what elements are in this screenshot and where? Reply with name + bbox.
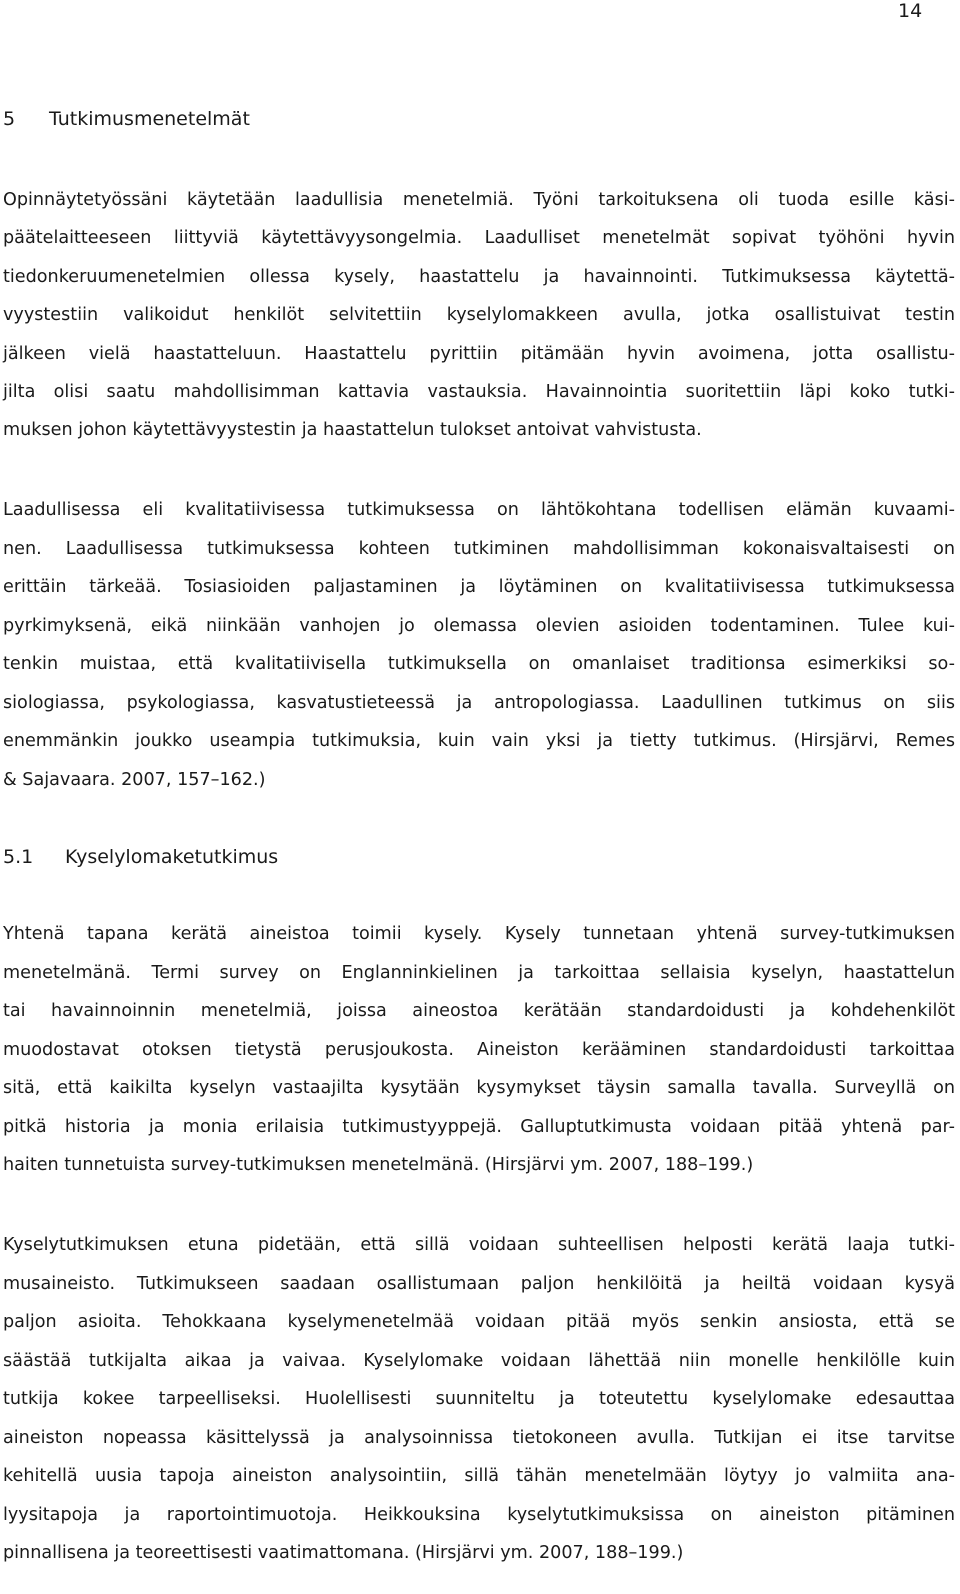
paragraph-line: menetelmänä. Termi survey on Englanninkielinen ja tarkoittaa sellaisia kyselyn, haastattelun: [3, 962, 955, 983]
paragraph: [3, 915, 955, 1185]
paragraph-line: lyysitapoja ja raportointimuotoja. Heikkouksina kyselytutkimuksissa on aineiston pitäminen: [3, 1504, 955, 1525]
paragraph-line: sitä, että kaikilta kyselyn vastaajilta kysytään kysymykset täysin samalla tavalla. Surveyllä on: [3, 1078, 955, 1098]
page-number: 14: [898, 0, 923, 22]
paragraph-line: tenkin muistaa, että kvalitatiivisella tutkimuksella on omanlaiset traditionsa esimerkiksi so-: [3, 654, 955, 674]
paragraph-line: pitkä historia ja monia erilaisia tutkimustyyppejä. Galluptutkimusta voidaan pitää yhtenä par-: [3, 1116, 955, 1137]
paragraph: [3, 491, 955, 799]
paragraph-line: Kyselytutkimuksen etuna pidetään, että sillä voidaan suhteellisen helposti kerätä laaja tutki-: [3, 1235, 955, 1255]
paragraph: [3, 1226, 955, 1573]
paragraph-line: haiten tunnetuista survey-tutkimuksen menetelmänä. (Hirsjärvi ym. 2007, 188–199.): [3, 1155, 754, 1175]
paragraph-line: vyystestiin valikoidut henkilöt selvitettiin kyselylomakkeen avulla, jotka osallistuivat testin: [3, 305, 955, 326]
paragraph-line: enemmänkin joukko useampia tutkimuksia, kuin vain yksi ja tietty tutkimus. (Hirsjärvi, Remes: [3, 731, 955, 751]
paragraph-line: muksen johon käytettävyystestin ja haastattelun tulokset antoivat vahvistusta.: [3, 420, 702, 441]
paragraph-line: pyrkimyksenä, eikä niinkään vanhojen jo olemassa olevien asioiden todentaminen. Tulee kui-: [3, 615, 955, 636]
section-number: 5: [3, 108, 16, 130]
paragraph-line: pinnallisena ja teoreettisesti vaatimattomana. (Hirsjärvi ym. 2007, 188–199.): [3, 1543, 684, 1563]
paragraph-line: nen. Laadullisessa tutkimuksessa kohteen tutkiminen mahdollisimman kokonaisvaltaisesti on: [3, 538, 955, 559]
subsection-heading: [3, 845, 278, 869]
section-heading: [3, 107, 250, 131]
paragraph-line: tai havainnoinnin menetelmiä, joissa aineostoa kerätään standardoidusti ja kohdehenkilöt: [3, 1001, 955, 1021]
subsection-number: 5.1: [3, 846, 34, 868]
paragraph-line: aineiston nopeassa käsittelyssä ja analysoinnissa tietokoneen avulla. Tutkijan ei itse tarvitse: [3, 1427, 955, 1448]
paragraph-line: säästää tutkijalta aikaa ja vaivaa. Kyselylomake voidaan lähettää niin monelle henkilölle kuin: [3, 1350, 955, 1371]
paragraph-line: päätelaitteeseen liittyviä käytettävyysongelmia. Laadulliset menetelmät sopivat työhöni hyvin: [3, 228, 955, 249]
paragraph-line: jilta olisi saatu mahdollisimman kattavia vastauksia. Havainnointia suoritettiin läpi koko tutki-: [3, 382, 955, 403]
paragraph-line: Opinnäytetyössäni käytetään laadullisia menetelmiä. Työni tarkoituksena oli tuoda esille käsi-: [3, 190, 955, 210]
paragraph-line: erittäin tärkeää. Tosiasioiden paljastaminen ja löytäminen on kvalitatiivisessa tutkimuksessa: [3, 577, 955, 597]
paragraph-line: kehitellä uusia tapoja aineiston analysointiin, sillä tähän menetelmään löytyy jo valmiita ana-: [3, 1466, 955, 1486]
paragraph-line: Yhtenä tapana kerätä aineistoa toimii kysely. Kysely tunnetaan yhtenä survey-tutkimuksen: [3, 924, 955, 944]
subsection-title: Kyselylomaketutkimus: [65, 846, 279, 868]
paragraph-line: siologiassa, psykologiassa, kasvatustieteessä ja antropologiassa. Laadullinen tutkimus on siis: [3, 692, 955, 713]
section-title: Tutkimusmenetelmät: [49, 108, 250, 130]
paragraph: [3, 181, 955, 450]
paragraph-line: musaineisto. Tutkimukseen saadaan osallistumaan paljon henkilöitä ja heiltä voidaan kysyä: [3, 1273, 955, 1294]
paragraph-line: & Sajavaara. 2007, 157–162.): [3, 769, 266, 790]
paragraph-line: muodostavat otoksen tietystä perusjoukosta. Aineiston kerääminen standardoidusti tarkoittaa: [3, 1039, 955, 1060]
paragraph-line: tiedonkeruumenetelmien ollessa kysely, haastattelu ja havainnointi. Tutkimuksessa käytettä-: [3, 266, 955, 287]
paragraph-line: Laadullisessa eli kvalitatiivisessa tutkimuksessa on lähtökohtana todellisen elämän kuvaami-: [3, 500, 955, 520]
paragraph-line: paljon asioita. Tehokkaana kyselymenetelmää voidaan pitää myös senkin ansiosta, että se: [3, 1312, 955, 1332]
paragraph-line: tutkija kokee tarpeelliseksi. Huolellisesti suunniteltu ja toteutettu kyselylomake edesauttaa: [3, 1389, 955, 1409]
paragraph-line: jälkeen vielä haastatteluun. Haastattelu pyrittiin pitämään hyvin avoimena, jotta osallistu-: [3, 343, 955, 364]
